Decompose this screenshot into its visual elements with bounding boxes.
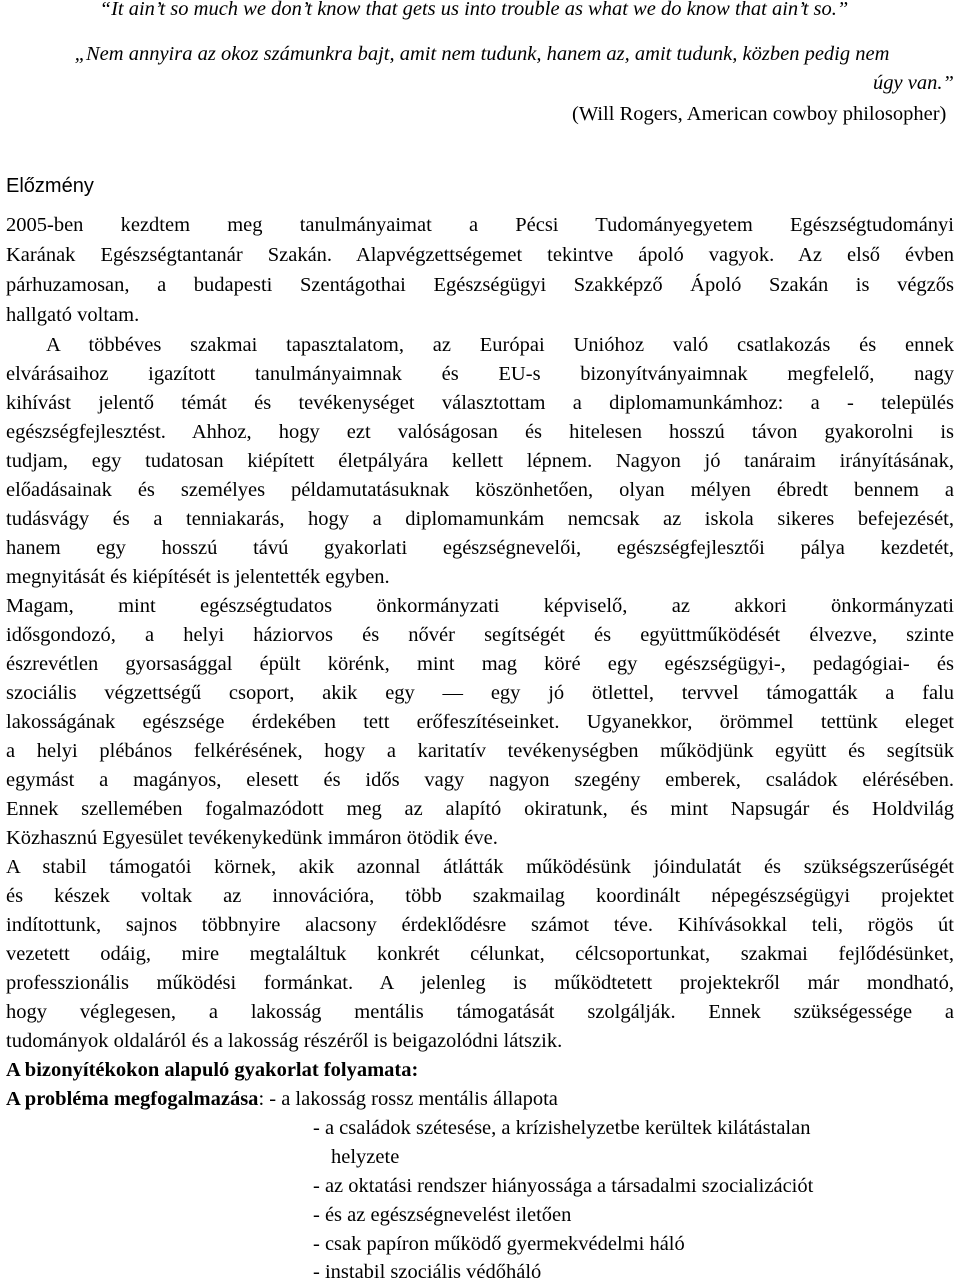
paragraph-4-line: professzionális működési formánkat. A jelenleg is működtetett projektekről már mondható,	[6, 972, 954, 994]
paragraph-3-line: lakosságának egészsége érdekében tett erőfeszítéseinket. Ugyanekkor, örömmel tettünk eleget	[6, 711, 954, 733]
paragraph-1-line: hallgató voltam.	[6, 304, 140, 326]
paragraph-3-line: Magam, mint egészségtudatos önkormányzati képviselő, az akkori önkormányzati	[6, 595, 954, 617]
quote-attribution: (Will Rogers, American cowboy philosopher)	[572, 103, 947, 125]
paragraph-3-line: szociális végzettségű csoport, akik egy — egy jó ötlettel, tervvel támogatták a falu	[6, 682, 954, 704]
paragraph-3-line: a helyi plébános felkérésének, hogy a karitatív tevékenységben működjünk együtt és segítsük	[6, 740, 954, 762]
paragraph-2-line: hanem egy hosszú távú gyakorlati egészségnevelői, egészségfejlesztői pálya kezdetét,	[6, 537, 954, 559]
quote-hungarian-line-2: úgy van.”	[873, 72, 954, 94]
problem-list-item: - és az egészségnevelést iletően	[313, 1204, 572, 1226]
problem-label: A probléma megfogalmazása	[6, 1088, 259, 1110]
paragraph-4-line: tudományok oldaláról és a lakosság részéről is beigazolódni látszik.	[6, 1030, 563, 1052]
problem-list-item: - az oktatási rendszer hiányossága a társadalmi szocializációt	[313, 1175, 814, 1197]
paragraph-2-line: tudásvágy és a tenniakarás, hogy a diplomamunkám nemcsak az iskola sikeres befejezését,	[6, 508, 954, 530]
problem-statement	[6, 1085, 558, 1114]
problem-list-item: helyzete	[331, 1146, 400, 1168]
paragraph-2-line: elvárásaihoz igazított tanulmányaimnak és EU-s bizonyítványaimnak megfelelő, nagy	[6, 363, 954, 385]
paragraph-1-line: 2005-ben kezdtem meg tanulmányaimat a Pécsi Tudományegyetem Egészségtudományi	[6, 214, 954, 236]
paragraph-4-line: hogy véglegesen, a lakosság mentális támogatását szolgálják. Ennek szükségessége a	[6, 1001, 954, 1023]
paragraph-2-line: egészségfejlesztést. Ahhoz, hogy ezt valóságosan és hitelesen hosszú távon gyakorolni is	[6, 421, 954, 443]
section-title: Előzmény	[6, 175, 94, 197]
problem-list-item: - instabil szociális védőháló	[313, 1261, 542, 1283]
problem-list-item: - a családok szétesése, a krízishelyzetbe kerültek kilátástalan	[313, 1117, 811, 1139]
paragraph-4-line: vezetett odáig, mire megtaláltuk konkrét célunkat, célcsoportunkat, szakmai fejlődésünket,	[6, 943, 954, 965]
paragraph-3-line: Ennek szellemében fogalmazódott meg az alapító okiratunk, és mint Napsugár és Holdvilág	[6, 798, 954, 820]
paragraph-2-line: A többéves szakmai tapasztalatom, az Európai Unióhoz való csatlakozás és ennek	[46, 334, 954, 356]
paragraph-3-line: észrevétlen gyorsasággal épült körénk, mint mag köré egy egészségügyi-, pedagógiai- és	[6, 653, 954, 675]
problem-first-item: : - a lakosság rossz mentális állapota	[258, 1088, 558, 1110]
process-heading	[6, 1056, 418, 1085]
paragraph-1-line: párhuzamosan, a budapesti Szentágothai Egészségügyi Szakképző Ápoló Szakán is végzős	[6, 274, 954, 296]
paragraph-3-line: Közhasznú Egyesület tevékenykedünk immáron ötödik éve.	[6, 827, 498, 849]
paragraph-4-line: A stabil támogatói körnek, akik azonnal átlátták működésünk jóindulatát és szükségszerűségét	[6, 856, 954, 878]
paragraph-1-line: Karának Egészségtantanár Szakán. Alapvégzettségemet tekintve ápoló vagyok. Az első évben	[6, 244, 954, 266]
problem-list-item: - csak papíron működő gyermekvédelmi háló	[313, 1233, 685, 1255]
process-heading-text: A bizonyítékokon alapuló gyakorlat folyamata:	[6, 1059, 419, 1081]
paragraph-2-line: kihívást jelentő témát és tevékenységet választottam a diplomamunkámhoz: a - település	[6, 392, 954, 414]
paragraph-3-line: egymást a magányos, elesett és idős vagy nagyon szegény emberek, családok elérésében.	[6, 769, 954, 791]
paragraph-4-line: és készek voltak az innovációra, több szakmailag koordinált népegészségügyi projektet	[6, 885, 954, 907]
paragraph-2-line: előadásainak és személyes példamutatásuknak köszönhetően, olyan mélyen ébredt bennem a	[6, 479, 954, 501]
quote-hungarian-line-1: „Nem annyira az okoz számunkra bajt, amit nem tudunk, hanem az, amit tudunk, közben pedig nem	[74, 43, 890, 65]
paragraph-2-line: megnyitását és kiépítését is jelentették egyben.	[6, 566, 390, 588]
paragraph-4-line: indítottunk, sajnos többnyire alacsony érdeklődésre számot téve. Kihívásokkal teli, rögös út	[6, 914, 954, 936]
paragraph-3-line: idősgondozó, a helyi háziorvos és nővér segítségét és együttműködését élvezve, szinte	[6, 624, 954, 646]
paragraph-2-line: tudjam, egy tudatosan kiépített életpályára kellett lépnem. Nagyon jó tanáraim irányításának,	[6, 450, 954, 472]
quote-english: “It ain’t so much we don’t know that gets us into trouble as what we do know that ain’t so.”	[99, 0, 849, 20]
